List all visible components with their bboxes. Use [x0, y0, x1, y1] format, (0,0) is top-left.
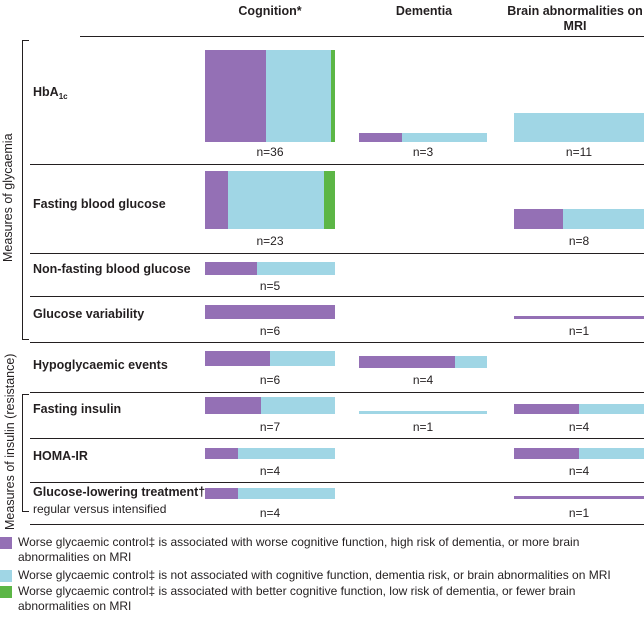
column-header-brain: Brain abnormalities on MRI — [507, 4, 643, 33]
worse-association-segment — [205, 351, 270, 366]
no-association-segment — [238, 488, 336, 499]
legend-label: Worse glycaemic control‡ is associated with worse cognitive function, high risk of dementia, or more brain abnormalities on MRI — [18, 535, 580, 564]
bar-homa-brain — [514, 448, 644, 459]
hba1c-subscript: 1c — [58, 92, 68, 101]
no-association-segment — [270, 351, 335, 366]
n-label-hypo-cognition: n=6 — [259, 373, 281, 387]
legend-item-associated-worse — [0, 535, 638, 565]
legend-label: Worse glycaemic control‡ is not associated with cognitive function, dementia risk, or brain abnormalities on MRI — [18, 568, 611, 582]
better-association-segment — [324, 171, 335, 229]
bar-gv-cognition — [205, 305, 335, 319]
n-label-glt-brain: n=1 — [568, 506, 590, 520]
n-label-gv-brain: n=1 — [568, 324, 590, 338]
bar-fi-brain — [514, 404, 644, 414]
n-label-gv-cognition: n=6 — [259, 324, 281, 338]
worse-association-segment — [205, 305, 335, 319]
legend-item-associated-better — [0, 584, 638, 614]
column-header-cognition: Cognition* — [238, 4, 302, 18]
legend-swatch — [0, 570, 12, 582]
glycaemia-bracket — [22, 40, 29, 340]
row-label-hba1c — [33, 85, 68, 101]
worse-association-segment — [359, 356, 455, 368]
worse-association-segment — [514, 316, 644, 319]
bar-glt-brain — [514, 496, 644, 499]
row-label-homa-ir: HOMA-IR — [33, 449, 88, 463]
row-divider — [30, 296, 644, 297]
row-sublabel-glucose-lowering-treatment: regular versus intensified — [33, 502, 167, 516]
no-association-segment — [261, 397, 335, 414]
worse-association-segment — [205, 488, 238, 499]
no-association-segment — [402, 133, 487, 142]
bar-hypo-dementia — [359, 356, 487, 368]
row-label-fasting-blood-glucose: Fasting blood glucose — [33, 197, 166, 211]
no-association-segment — [579, 448, 644, 459]
no-association-segment — [563, 209, 644, 229]
no-association-segment — [514, 113, 644, 142]
bar-hba1c-dementia — [359, 133, 487, 142]
no-association-segment — [257, 262, 335, 275]
n-label-homa-brain: n=4 — [568, 464, 590, 478]
no-association-segment — [266, 50, 331, 142]
bar-fi-cognition — [205, 397, 335, 414]
row-label-glucose-variability: Glucose variability — [33, 307, 145, 321]
n-label-fbg-brain: n=8 — [568, 234, 590, 248]
bar-fi-dementia — [359, 411, 487, 414]
worse-association-segment — [205, 262, 257, 275]
worse-association-segment — [514, 209, 563, 229]
no-association-segment — [359, 411, 487, 414]
n-label-hypo-dementia: n=4 — [412, 373, 434, 387]
legend-label: Worse glycaemic control‡ is associated with better cognitive function, low risk of dementia, or fewer brain abnormalities on MRI — [18, 584, 576, 613]
row-divider — [30, 482, 644, 483]
n-label-hba1c-dementia: n=3 — [412, 145, 434, 159]
legend-swatch — [0, 537, 12, 549]
n-label-nfbg-cognition: n=5 — [259, 279, 281, 293]
bar-gv-brain — [514, 316, 644, 319]
worse-association-segment — [514, 496, 644, 499]
n-label-fi-cognition: n=7 — [259, 420, 281, 434]
bar-nfbg-cognition — [205, 262, 335, 275]
row-divider — [80, 36, 644, 37]
row-divider — [30, 342, 644, 343]
n-label-fbg-cognition: n=23 — [256, 234, 284, 248]
legend-item-not-associated — [0, 568, 638, 583]
row-label-hypoglycaemic-events: Hypoglycaemic events — [33, 358, 168, 372]
row-label-fasting-insulin: Fasting insulin — [33, 402, 122, 416]
no-association-segment — [455, 356, 487, 368]
row-divider — [30, 438, 644, 439]
worse-association-segment — [514, 404, 579, 414]
row-divider — [30, 524, 644, 525]
bar-homa-cognition — [205, 448, 335, 459]
worse-association-segment — [514, 448, 579, 459]
bar-fbg-brain — [514, 209, 644, 229]
bar-fbg-cognition — [205, 171, 335, 229]
hba1c-label-text: HbA — [33, 85, 59, 99]
n-label-hba1c-cognition: n=36 — [256, 145, 284, 159]
row-label-non-fasting-blood-glucose: Non-fasting blood glucose — [33, 262, 191, 276]
better-association-segment — [331, 50, 335, 142]
insulin-bracket — [22, 394, 29, 512]
row-label-glucose-lowering-treatment: Glucose-lowering treatment† — [33, 485, 206, 499]
worse-association-segment — [205, 171, 228, 229]
legend-swatch — [0, 586, 12, 598]
no-association-segment — [238, 448, 336, 459]
bar-glt-cognition — [205, 488, 335, 499]
n-label-fi-dementia: n=1 — [412, 420, 434, 434]
bar-hypo-cognition — [205, 351, 335, 366]
bar-hba1c-brain — [514, 113, 644, 142]
worse-association-segment — [205, 448, 238, 459]
n-label-fi-brain: n=4 — [568, 420, 590, 434]
no-association-segment — [228, 171, 324, 229]
glycaemia-group-label: Measures of glycaemia — [1, 133, 15, 262]
n-label-homa-cognition: n=4 — [259, 464, 281, 478]
column-header-dementia: Dementia — [395, 4, 453, 18]
insulin-group-label: Measures of insulin (resistance) — [3, 353, 17, 530]
worse-association-segment — [359, 133, 402, 142]
worse-association-segment — [205, 397, 261, 414]
n-label-glt-cognition: n=4 — [259, 506, 281, 520]
bar-hba1c-cognition — [205, 50, 335, 142]
no-association-segment — [579, 404, 644, 414]
worse-association-segment — [205, 50, 266, 142]
row-divider — [30, 253, 644, 254]
row-divider — [30, 164, 644, 165]
n-label-hba1c-brain: n=11 — [565, 145, 593, 159]
row-divider — [30, 392, 644, 393]
